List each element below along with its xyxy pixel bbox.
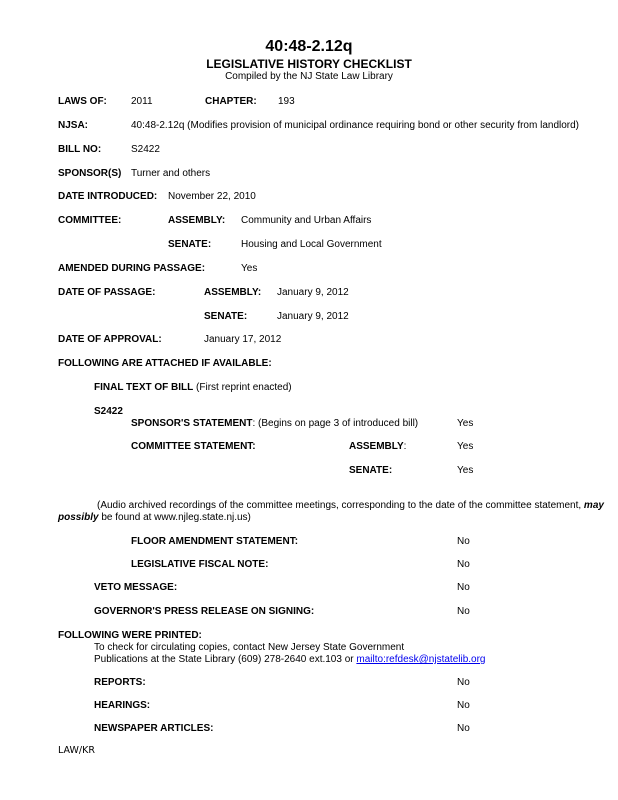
sponsor-value: Turner and others <box>131 168 211 179</box>
hearings-value: No <box>457 700 470 711</box>
committee-statement-assembly-value: Yes <box>457 441 474 452</box>
amended-value: Yes <box>241 263 258 274</box>
njsa-label: NJSA: <box>58 120 89 131</box>
document-subtitle: Compiled by the NJ State Law Library <box>225 71 393 82</box>
passage-assembly-label: ASSEMBLY: <box>204 287 262 298</box>
laws-of-value: 2011 <box>131 96 153 107</box>
committee-senate-label: SENATE: <box>168 239 212 250</box>
laws-of-label: LAWS OF: <box>58 96 107 107</box>
document-title: LEGISLATIVE HISTORY CHECKLIST <box>206 57 412 71</box>
floor-amendment-label: FLOOR AMENDMENT STATEMENT: <box>131 536 299 547</box>
newspaper-articles-label: NEWSPAPER ARTICLES: <box>94 723 214 734</box>
newspaper-articles-value: No <box>457 723 470 734</box>
audio-note-line-1 <box>97 500 604 512</box>
njsa-value: 40:48-2.12q (Modifies provision of municipal ordinance requiring bond or other security from landlord) <box>131 120 580 131</box>
chapter-value: 193 <box>278 96 295 107</box>
attached-bill-number: S2422 <box>94 406 123 417</box>
printed-note-text-2: Publications at the State Library (609) 278-2640 ext.103 or <box>94 654 354 665</box>
audio-note-emphasis-may: may <box>583 500 604 511</box>
sponsor-label: SPONSOR(S) <box>58 168 122 179</box>
audio-note-emphasis-possibly: possibly <box>58 512 99 523</box>
final-text-label: FINAL TEXT OF BILL <box>94 382 194 393</box>
committee-assembly-value: Community and Urban Affairs <box>241 215 372 226</box>
committee-statement-assembly-colon: : <box>403 441 407 452</box>
printed-note-line-1: To check for circulating copies, contact New Jersey State Government <box>94 642 405 653</box>
passage-senate-value: January 9, 2012 <box>277 311 349 322</box>
hearings-label: HEARINGS: <box>94 700 151 711</box>
committee-assembly-label: ASSEMBLY: <box>168 215 226 226</box>
date-introduced-label: DATE INTRODUCED: <box>58 191 158 202</box>
audio-note-line-2 <box>58 512 251 524</box>
veto-message-value: No <box>457 582 470 593</box>
sponsor-statement-label: SPONSOR'S STATEMENT <box>131 418 253 429</box>
date-of-approval-value: January 17, 2012 <box>204 334 282 345</box>
floor-amendment-value: No <box>457 536 470 547</box>
attached-heading: FOLLOWING ARE ATTACHED IF AVAILABLE: <box>58 358 272 369</box>
sponsor-statement-note: : (Begins on page 3 of introduced bill) <box>252 418 419 429</box>
fiscal-note-label: LEGISLATIVE FISCAL NOTE: <box>131 559 269 570</box>
audio-note-text-1: (Audio archived recordings of the committee meetings, corresponding to the date of the committee statement, <box>97 500 582 511</box>
committee-statement-senate-value: Yes <box>457 465 474 476</box>
date-of-passage-label: DATE OF PASSAGE: <box>58 287 156 298</box>
email-link[interactable]: mailto:refdesk@njstatelib.org <box>356 654 486 665</box>
page-title: 40:48-2.12q <box>265 38 353 55</box>
final-text-note: (First reprint enacted) <box>196 382 292 393</box>
printed-heading: FOLLOWING WERE PRINTED: <box>58 630 202 641</box>
press-release-label: GOVERNOR'S PRESS RELEASE ON SIGNING: <box>94 606 315 617</box>
committee-label: COMMITTEE: <box>58 215 122 226</box>
reports-value: No <box>457 677 470 688</box>
passage-assembly-value: January 9, 2012 <box>277 287 349 298</box>
date-of-approval-label: DATE OF APPROVAL: <box>58 334 162 345</box>
reports-label: REPORTS: <box>94 677 146 688</box>
committee-senate-value: Housing and Local Government <box>241 239 382 250</box>
date-introduced-value: November 22, 2010 <box>168 191 256 202</box>
committee-statement-assembly <box>349 441 406 453</box>
sponsor-statement-row <box>131 418 418 430</box>
committee-statement-senate-label: SENATE: <box>349 465 393 476</box>
passage-senate-label: SENATE: <box>204 311 248 322</box>
bill-no-value: S2422 <box>131 144 160 155</box>
veto-message-label: VETO MESSAGE: <box>94 582 178 593</box>
committee-statement-assembly-label: ASSEMBLY <box>349 441 404 452</box>
fiscal-note-value: No <box>457 559 470 570</box>
committee-statement-label: COMMITTEE STATEMENT: <box>131 441 256 452</box>
amended-label: AMENDED DURING PASSAGE: <box>58 263 206 274</box>
printed-note-line-2 <box>94 654 486 666</box>
bill-no-label: BILL NO: <box>58 144 102 155</box>
final-text-row <box>94 382 292 394</box>
chapter-label: CHAPTER: <box>205 96 257 107</box>
press-release-value: No <box>457 606 470 617</box>
footer-initials: LAW/KR <box>58 745 95 756</box>
audio-note-text-2: be found at www.njleg.state.nj.us) <box>101 512 251 523</box>
sponsor-statement-value: Yes <box>457 418 474 429</box>
